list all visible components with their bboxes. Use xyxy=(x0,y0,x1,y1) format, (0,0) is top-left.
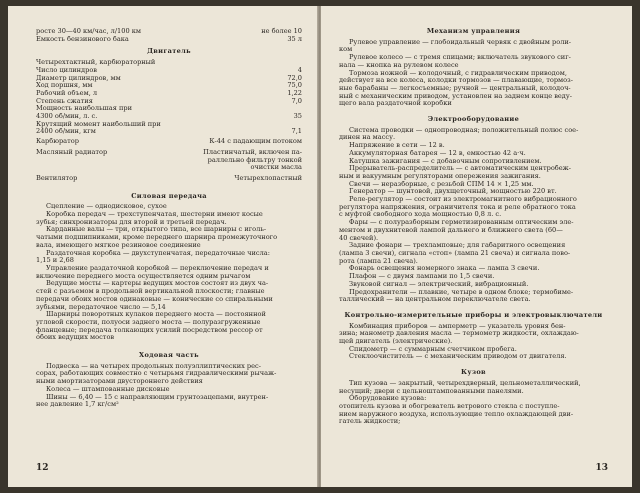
page-number-right: 13 xyxy=(595,463,608,473)
fan-label: Вентилятор xyxy=(36,174,78,182)
oil-radiator-label: Масляный радиатор xyxy=(36,148,108,156)
text-line: зина; манометр давления масла — термометр жидкости, охлаждаю- xyxy=(339,330,579,338)
text-line: угловой скорости, полуоси заднего моста — полуразгруженные xyxy=(36,318,261,326)
right-text-column xyxy=(339,28,608,426)
text-line: Тип кузова — закрытый, четырехдверный, цельнометаллический, xyxy=(349,379,581,387)
text-line: Сцепление — однодисковое, сухое xyxy=(46,203,167,211)
text-line: Управление раздаточной коробкой — переключение передач и xyxy=(46,264,269,272)
power-transmission-heading: Силовая передача xyxy=(131,191,207,200)
text-line: Задние фонари — трехламповые; для габаритного освещения xyxy=(349,242,566,250)
body-heading: Кузов xyxy=(461,368,486,377)
oil-radiator-continuation xyxy=(36,157,302,172)
text-line: Ведущие мосты — картеры ведущих мостов состоят из двух ча- xyxy=(46,280,269,288)
engine-heading: Двигатель xyxy=(147,47,191,56)
spec-value: 7,0 xyxy=(291,96,302,105)
text-line: Шины — 6,40 — 15 с направляющим грунтозацепами, внутрен- xyxy=(46,393,269,401)
book-spread xyxy=(8,6,632,487)
spec-row xyxy=(36,75,302,83)
text-line: Катушка зажигания — с добавочным сопротивлением. xyxy=(349,157,542,165)
text-line: динен на массу. xyxy=(339,134,396,142)
spec-label: Рабочий объем, л xyxy=(36,89,98,97)
spec-value: 35 л xyxy=(287,34,302,43)
spec-row xyxy=(36,128,302,136)
text-line: Спидометр — с суммарным счетчиком пробега. xyxy=(349,345,517,353)
spec-label: 4300 об/мин, л. с. xyxy=(36,113,98,121)
control-heading: Механизм управления xyxy=(426,27,521,35)
top-spec-lines xyxy=(36,28,302,43)
text-line: обоих ведущих мостов xyxy=(36,334,115,342)
text-line: очистки масла xyxy=(250,164,302,172)
spec-row xyxy=(36,28,302,36)
text-line: фланцевые; передача толкающих усилий посредством рессор от xyxy=(36,326,263,334)
spec-label: Емкость бензинового бака xyxy=(36,35,129,43)
spec-row xyxy=(36,105,302,113)
text-line: рота (лампа 21 свеча). xyxy=(339,257,418,265)
spec-row xyxy=(36,98,302,106)
text-line: с муфтой свободного хода мощностью 0,8 л. с. xyxy=(339,211,502,219)
text-line: Система проводки — однопроводная; положительный полюс сое- xyxy=(349,126,579,134)
text-line: нала — кнопка на рулевом колесе xyxy=(339,61,459,69)
text-line: Тормоза ножной — колодочный, с гидравлическим приводом, xyxy=(349,69,567,77)
chassis-text xyxy=(36,363,302,409)
spec-row xyxy=(36,82,302,90)
text-line: таллический — на центральном переключателе света. xyxy=(339,296,531,304)
power-transmission-text xyxy=(36,203,302,342)
spec-row xyxy=(36,113,302,121)
page-left xyxy=(8,6,318,487)
text-line: ный с механическим приводом, установлен на заднем конце веду- xyxy=(339,92,572,100)
spec-row xyxy=(36,59,302,67)
text-line: Шарниры поворотных кулаков переднего моста — постоянной xyxy=(46,311,266,319)
electrical-heading: Электрооборудование xyxy=(427,115,520,124)
text-line: зубья; синхронизаторы для второй и третьей передач. xyxy=(36,218,227,226)
spec-label: Диаметр цилиндров, мм xyxy=(36,74,121,82)
text-line: сорах, работающих совместно с четырьмя гидравлическими рычаж- xyxy=(36,370,277,378)
text-line: (лампа 3 свечи), сигнала «стоп» (лампа 21 свеча) и сигнала пово- xyxy=(339,249,571,257)
left-text-column xyxy=(36,28,302,409)
text-line: Рулевое управление — глобоидальный червяк с двойным роли- xyxy=(349,38,572,46)
spec-value: 1,22 xyxy=(287,88,302,97)
instruments-heading: Контрольно-измерительные приборы и электровыключатели xyxy=(344,310,603,319)
text-line: Фонарь освещения номерного знака — лампа 3 свечи. xyxy=(349,265,540,273)
control-text xyxy=(339,39,608,108)
text-line: ные барабаны — легкосъемные; ручной — центральный, колодоч- xyxy=(339,84,571,92)
spec-label: Крутящий момент наибольший при xyxy=(36,120,161,128)
page-number-left: 12 xyxy=(36,463,49,473)
oil-radiator-row xyxy=(36,149,302,157)
text-line: Стеклоочиститель — с механическим приводом от двигателя. xyxy=(349,353,567,361)
body-text xyxy=(339,380,608,426)
text-line: Карданные валы — три, открытого типа, все шарниры с иголь- xyxy=(46,226,267,234)
spec-label: Степень сжатия xyxy=(36,97,93,105)
spec-label: Число цилиндров xyxy=(36,66,98,74)
spec-row xyxy=(36,67,302,75)
spec-value: 35 xyxy=(293,112,302,121)
text-line: Колеса — штампованные дисковые xyxy=(46,385,170,393)
text-line: отопитель кузова и обогреватель ветрового стекла с поступле- xyxy=(339,402,560,410)
carburetor-value: К-44 с падающим потоком xyxy=(209,137,302,146)
text-line: несущий; двери с цельноштампованными панелями. xyxy=(339,387,524,395)
text-line: действует на все колеса, колодки тормозов — плавающие, тормоз- xyxy=(339,77,573,85)
spec-label: 2400 об/мин, кгм xyxy=(36,128,96,136)
text-line: нием наружного воздуха, использующие тепло охлаждающей дви- xyxy=(339,410,574,418)
electrical-text xyxy=(339,127,608,304)
spec-row xyxy=(36,121,302,129)
text-line: включение переднего моста осуществляется одним рычагом xyxy=(36,272,251,280)
text-line: Плафон — с двумя лампами по 1,5 свечи. xyxy=(349,273,495,281)
spec-label: Ход поршня, мм xyxy=(36,82,93,90)
text-line: ными амортизаторами двустороннего действия xyxy=(36,378,203,386)
text-line: Звуковой сигнал — электрический, вибрационный. xyxy=(349,280,529,288)
text-line: Оборудование кузова: xyxy=(349,395,427,403)
text-line: вала, имеющего мягкое резиновое соединение xyxy=(36,241,201,249)
text-line: Фары — с полуразборным герметизированным оптическим эле- xyxy=(349,219,574,227)
text-line: зубьями, передаточное число — 5,14 xyxy=(36,303,166,311)
engine-spec-list xyxy=(36,59,302,136)
oil-radiator-value: Пластинчатый, включен па- xyxy=(203,147,302,156)
text-line: Генератор — шунтовой, двухщеточный, мощностью 220 вт. xyxy=(349,188,557,196)
text-line: Напряжение в сети — 12 в. xyxy=(349,142,445,150)
text-line: 40 свечей). xyxy=(339,234,379,242)
text-line: нее давление 1,7 кг/см² xyxy=(36,401,119,409)
text-line: 1,15 и 2,68 xyxy=(36,257,74,265)
spec-row xyxy=(36,90,302,98)
fan-value: Четырехлопастный xyxy=(234,173,302,182)
fan-row xyxy=(36,175,302,183)
text-line: ментом и двухнитевой лампой дальнего и ближнего света (60— xyxy=(339,226,563,234)
spec-value: не более 10 xyxy=(261,27,302,35)
text-line: Прерыватель-распределитель — с автоматическим центробеж- xyxy=(349,165,571,173)
text-line: гатель жидкости; xyxy=(339,418,401,426)
text-line: чатыми подшипниками, кроме переднего шарнира промежуточного xyxy=(36,234,278,242)
spec-value: 72,0 xyxy=(287,73,302,82)
chassis-heading: Ходовая часть xyxy=(139,351,199,360)
carburetor-row xyxy=(36,138,302,146)
text-line: Комбинация приборов — амперметр — указатель уровня бен- xyxy=(349,322,566,330)
text-line: ком xyxy=(339,46,353,54)
text-line: ным и вакуумным регуляторами опережения зажигания. xyxy=(339,172,541,180)
text-line: Подвеска — на четырех продольных полуэллиптических рес- xyxy=(46,362,261,370)
text-line: передачи обоих мостов одинаковые — конические со спиральными xyxy=(36,295,273,303)
spec-label: Четырехтактный, карбюраторный xyxy=(36,59,156,67)
text-line: щей двигатель (электрические). xyxy=(339,338,453,346)
instruments-text xyxy=(339,323,608,362)
spec-value: 75,0 xyxy=(287,81,302,90)
spec-label: росте 30—40 км/час, л/100 км xyxy=(36,28,141,35)
page-right xyxy=(321,6,632,487)
text-line: Рулевое колесо — с тремя спицами; включатель звукового сиг- xyxy=(349,54,571,62)
spec-row xyxy=(36,36,302,44)
spec-label: Мощность наибольшая при xyxy=(36,105,133,113)
spec-value: 7,1 xyxy=(291,127,302,136)
spec-value: 4 xyxy=(297,65,302,74)
text-line: Раздаточная коробка — двухступенчатая, передаточные числа: xyxy=(46,249,270,257)
text-line: стей с разъемом в продольной вертикальной плоскости; главные xyxy=(36,288,265,296)
text-line: раллельно фильтру тонкой xyxy=(207,156,302,164)
text-line: Коробка передач — трехступенчатая, шестерни имеют косые xyxy=(46,211,263,219)
text-line: Предохранители — плавкие, четыре в одном блоке; термобиме- xyxy=(349,288,574,296)
text-line: Свечи — неразборные, с резьбой СПМ 14 × 1,25 мм. xyxy=(349,180,534,188)
text-line: регулятора напряжения, ограничителя тока и реле обратного тока xyxy=(339,203,576,211)
carburetor-label: Карбюратор xyxy=(36,138,79,146)
text-line: Аккумуляторная батарея — 12 в, емкостью 42 а·ч. xyxy=(349,149,526,157)
text-line: Реле-регулятор — состоит из электромагнитного вибрационного xyxy=(349,196,577,204)
text-line: щего вала раздаточной коробки xyxy=(339,100,452,108)
